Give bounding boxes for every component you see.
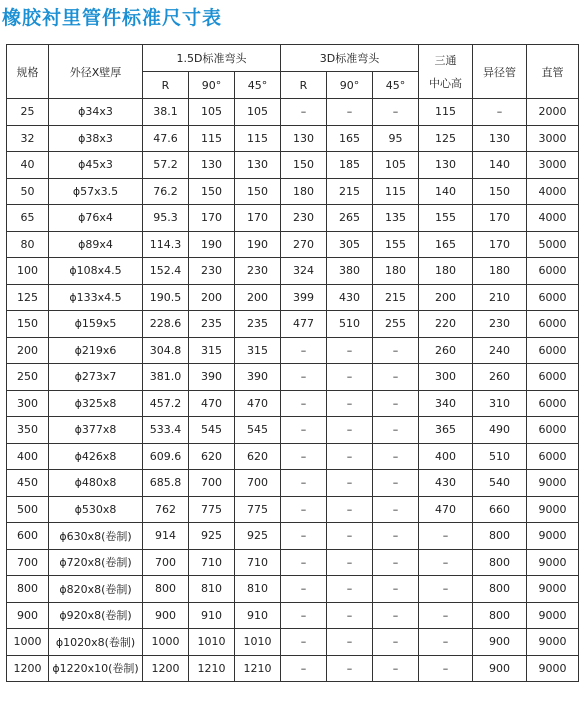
cell-r-3d: – — [281, 99, 327, 126]
table-row — [7, 655, 579, 682]
cell-90-3d: – — [327, 655, 373, 682]
cell-45-15d: 910 — [235, 602, 281, 629]
cell-spec: 32 — [7, 125, 49, 152]
cell-r-15d: 95.3 — [143, 205, 189, 232]
cell-90-3d: 305 — [327, 231, 373, 258]
cell-od: ϕ57x3.5 — [49, 178, 143, 205]
cell-90-3d: – — [327, 337, 373, 364]
cell-tee-height: 340 — [419, 390, 473, 417]
cell-45-3d: – — [373, 417, 419, 444]
table-row — [7, 443, 579, 470]
cell-tee-height: – — [419, 576, 473, 603]
cell-spec: 25 — [7, 99, 49, 126]
cell-90-15d: 200 — [189, 284, 235, 311]
cell-tee-height: 130 — [419, 152, 473, 179]
cell-45-15d: 230 — [235, 258, 281, 285]
cell-tee-height: 180 — [419, 258, 473, 285]
table-row — [7, 390, 579, 417]
cell-straight: 9000 — [527, 629, 579, 656]
cell-r-3d: – — [281, 549, 327, 576]
cell-r-3d: – — [281, 602, 327, 629]
cell-90-15d: 105 — [189, 99, 235, 126]
cell-tee-height: 300 — [419, 364, 473, 391]
cell-45-3d: – — [373, 602, 419, 629]
cell-od: ϕ1220x10(卷制) — [49, 655, 143, 682]
cell-90-15d: 130 — [189, 152, 235, 179]
cell-90-3d: – — [327, 629, 373, 656]
cell-reducer: 180 — [473, 258, 527, 285]
table-row — [7, 258, 579, 285]
cell-45-15d: 775 — [235, 496, 281, 523]
cell-r-3d: – — [281, 390, 327, 417]
cell-r-15d: 800 — [143, 576, 189, 603]
cell-45-15d: 235 — [235, 311, 281, 338]
cell-reducer: 900 — [473, 629, 527, 656]
cell-45-15d: 700 — [235, 470, 281, 497]
cell-45-15d: 620 — [235, 443, 281, 470]
cell-spec: 100 — [7, 258, 49, 285]
cell-r-3d: – — [281, 523, 327, 550]
cell-tee-height: 470 — [419, 496, 473, 523]
cell-reducer: 140 — [473, 152, 527, 179]
cell-straight: 6000 — [527, 443, 579, 470]
cell-tee-height: 140 — [419, 178, 473, 205]
cell-reducer: 490 — [473, 417, 527, 444]
cell-r-3d: – — [281, 470, 327, 497]
cell-90-3d: 430 — [327, 284, 373, 311]
cell-45-3d: 95 — [373, 125, 419, 152]
cell-45-15d: 115 — [235, 125, 281, 152]
table-row — [7, 125, 579, 152]
cell-spec: 700 — [7, 549, 49, 576]
cell-90-15d: 810 — [189, 576, 235, 603]
cell-90-3d: 265 — [327, 205, 373, 232]
cell-reducer: 800 — [473, 576, 527, 603]
cell-reducer: 170 — [473, 205, 527, 232]
cell-r-3d: 477 — [281, 311, 327, 338]
cell-od: ϕ133x4.5 — [49, 284, 143, 311]
cell-45-3d: 215 — [373, 284, 419, 311]
table-header — [7, 45, 579, 99]
cell-r-15d: 914 — [143, 523, 189, 550]
cell-r-3d: – — [281, 337, 327, 364]
cell-od: ϕ38x3 — [49, 125, 143, 152]
cell-spec: 1200 — [7, 655, 49, 682]
cell-spec: 250 — [7, 364, 49, 391]
header-tee-line1: 三通 — [434, 53, 457, 67]
cell-45-15d: 150 — [235, 178, 281, 205]
cell-reducer: 540 — [473, 470, 527, 497]
cell-tee-height: 125 — [419, 125, 473, 152]
cell-od: ϕ76x4 — [49, 205, 143, 232]
cell-r-3d: 324 — [281, 258, 327, 285]
table-row — [7, 99, 579, 126]
cell-spec: 200 — [7, 337, 49, 364]
cell-90-3d: – — [327, 417, 373, 444]
cell-r-3d: – — [281, 576, 327, 603]
cell-90-3d: – — [327, 99, 373, 126]
cell-45-3d: – — [373, 496, 419, 523]
cell-r-15d: 685.8 — [143, 470, 189, 497]
cell-spec: 50 — [7, 178, 49, 205]
cell-od: ϕ920x8(卷制) — [49, 602, 143, 629]
table-body — [7, 99, 579, 682]
cell-spec: 400 — [7, 443, 49, 470]
cell-od: ϕ325x8 — [49, 390, 143, 417]
cell-od: ϕ45x3 — [49, 152, 143, 179]
cell-90-3d: – — [327, 523, 373, 550]
cell-45-3d: – — [373, 337, 419, 364]
cell-90-3d: – — [327, 364, 373, 391]
header-sub-r-15d: R — [143, 72, 189, 99]
cell-90-15d: 1210 — [189, 655, 235, 682]
cell-90-15d: 390 — [189, 364, 235, 391]
table-row — [7, 602, 579, 629]
cell-90-3d: 510 — [327, 311, 373, 338]
header-spec: 规格 — [7, 45, 49, 99]
cell-tee-height: 400 — [419, 443, 473, 470]
cell-reducer: 260 — [473, 364, 527, 391]
header-sub-90-15d: 90° — [189, 72, 235, 99]
cell-r-15d: 57.2 — [143, 152, 189, 179]
cell-r-15d: 114.3 — [143, 231, 189, 258]
table-row — [7, 178, 579, 205]
cell-od: ϕ530x8 — [49, 496, 143, 523]
cell-straight: 9000 — [527, 523, 579, 550]
cell-spec: 600 — [7, 523, 49, 550]
cell-tee-height: – — [419, 655, 473, 682]
cell-tee-height: 430 — [419, 470, 473, 497]
cell-45-3d: – — [373, 576, 419, 603]
cell-reducer: 900 — [473, 655, 527, 682]
header-elbow-3d: 3D标准弯头 — [281, 45, 419, 72]
cell-r-15d: 700 — [143, 549, 189, 576]
cell-straight: 6000 — [527, 284, 579, 311]
cell-straight: 9000 — [527, 470, 579, 497]
cell-90-15d: 910 — [189, 602, 235, 629]
cell-r-3d: 180 — [281, 178, 327, 205]
cell-od: ϕ34x3 — [49, 99, 143, 126]
cell-spec: 80 — [7, 231, 49, 258]
cell-45-15d: 710 — [235, 549, 281, 576]
cell-90-3d: – — [327, 496, 373, 523]
cell-90-3d: – — [327, 470, 373, 497]
table-row — [7, 152, 579, 179]
table-row — [7, 231, 579, 258]
cell-od: ϕ108x4.5 — [49, 258, 143, 285]
cell-90-15d: 230 — [189, 258, 235, 285]
cell-r-3d: – — [281, 364, 327, 391]
cell-straight: 6000 — [527, 390, 579, 417]
cell-90-3d: – — [327, 549, 373, 576]
cell-tee-height: 155 — [419, 205, 473, 232]
header-elbow-1-5d: 1.5D标准弯头 — [143, 45, 281, 72]
cell-r-15d: 228.6 — [143, 311, 189, 338]
cell-90-3d: – — [327, 602, 373, 629]
cell-r-15d: 1200 — [143, 655, 189, 682]
cell-45-15d: 470 — [235, 390, 281, 417]
cell-90-3d: – — [327, 390, 373, 417]
cell-45-15d: 1010 — [235, 629, 281, 656]
cell-r-3d: – — [281, 496, 327, 523]
cell-90-3d: 215 — [327, 178, 373, 205]
cell-straight: 2000 — [527, 99, 579, 126]
cell-straight: 4000 — [527, 205, 579, 232]
cell-od: ϕ820x8(卷制) — [49, 576, 143, 603]
cell-45-15d: 1210 — [235, 655, 281, 682]
cell-spec: 800 — [7, 576, 49, 603]
cell-90-15d: 190 — [189, 231, 235, 258]
table-row — [7, 205, 579, 232]
cell-45-15d: 390 — [235, 364, 281, 391]
cell-reducer: 310 — [473, 390, 527, 417]
cell-spec: 40 — [7, 152, 49, 179]
cell-r-3d: 230 — [281, 205, 327, 232]
cell-reducer: 230 — [473, 311, 527, 338]
cell-45-3d: – — [373, 443, 419, 470]
cell-straight: 6000 — [527, 417, 579, 444]
cell-r-15d: 609.6 — [143, 443, 189, 470]
cell-45-3d: 115 — [373, 178, 419, 205]
header-sub-45-3d: 45° — [373, 72, 419, 99]
cell-45-15d: 130 — [235, 152, 281, 179]
cell-90-15d: 115 — [189, 125, 235, 152]
cell-45-3d: – — [373, 99, 419, 126]
cell-90-15d: 545 — [189, 417, 235, 444]
cell-straight: 3000 — [527, 152, 579, 179]
cell-45-3d: 180 — [373, 258, 419, 285]
cell-r-15d: 533.4 — [143, 417, 189, 444]
cell-90-15d: 710 — [189, 549, 235, 576]
cell-reducer: 170 — [473, 231, 527, 258]
cell-reducer: 240 — [473, 337, 527, 364]
header-tee — [419, 45, 473, 99]
cell-reducer: 150 — [473, 178, 527, 205]
table-row — [7, 337, 579, 364]
cell-r-3d: – — [281, 629, 327, 656]
cell-90-3d: 380 — [327, 258, 373, 285]
cell-90-15d: 470 — [189, 390, 235, 417]
cell-straight: 4000 — [527, 178, 579, 205]
cell-spec: 150 — [7, 311, 49, 338]
cell-straight: 9000 — [527, 549, 579, 576]
cell-45-15d: 315 — [235, 337, 281, 364]
cell-90-3d: – — [327, 443, 373, 470]
fittings-size-table — [6, 44, 579, 682]
table-row — [7, 523, 579, 550]
cell-r-15d: 304.8 — [143, 337, 189, 364]
cell-r-15d: 1000 — [143, 629, 189, 656]
cell-tee-height: – — [419, 523, 473, 550]
cell-45-15d: 105 — [235, 99, 281, 126]
cell-45-15d: 545 — [235, 417, 281, 444]
cell-r-3d: – — [281, 655, 327, 682]
cell-straight: 6000 — [527, 311, 579, 338]
cell-od: ϕ426x8 — [49, 443, 143, 470]
page-title: 橡胶衬里管件标准尺寸表 — [2, 7, 223, 29]
header-sub-45-15d: 45° — [235, 72, 281, 99]
cell-reducer: 800 — [473, 523, 527, 550]
cell-45-3d: 155 — [373, 231, 419, 258]
cell-45-3d: – — [373, 390, 419, 417]
cell-spec: 350 — [7, 417, 49, 444]
header-tee-line2: 中心高 — [429, 76, 462, 90]
cell-r-15d: 900 — [143, 602, 189, 629]
cell-90-15d: 775 — [189, 496, 235, 523]
cell-90-15d: 700 — [189, 470, 235, 497]
cell-straight: 6000 — [527, 258, 579, 285]
cell-tee-height: 220 — [419, 311, 473, 338]
cell-r-3d: 130 — [281, 125, 327, 152]
cell-45-3d: – — [373, 629, 419, 656]
cell-90-3d: – — [327, 576, 373, 603]
cell-tee-height: 365 — [419, 417, 473, 444]
cell-spec: 300 — [7, 390, 49, 417]
table-row — [7, 496, 579, 523]
table-row — [7, 311, 579, 338]
cell-tee-height: 115 — [419, 99, 473, 126]
cell-45-3d: – — [373, 549, 419, 576]
cell-straight: 9000 — [527, 602, 579, 629]
cell-reducer: 510 — [473, 443, 527, 470]
cell-tee-height: – — [419, 549, 473, 576]
cell-spec: 450 — [7, 470, 49, 497]
cell-45-15d: 810 — [235, 576, 281, 603]
cell-tee-height: – — [419, 629, 473, 656]
cell-reducer: 210 — [473, 284, 527, 311]
cell-r-15d: 152.4 — [143, 258, 189, 285]
table-row — [7, 629, 579, 656]
cell-od: ϕ630x8(卷制) — [49, 523, 143, 550]
cell-reducer: 800 — [473, 549, 527, 576]
table-row — [7, 364, 579, 391]
cell-reducer: 130 — [473, 125, 527, 152]
table-row — [7, 470, 579, 497]
cell-90-15d: 925 — [189, 523, 235, 550]
cell-spec: 900 — [7, 602, 49, 629]
cell-straight: 9000 — [527, 655, 579, 682]
cell-r-3d: – — [281, 443, 327, 470]
cell-r-3d: 270 — [281, 231, 327, 258]
cell-straight: 6000 — [527, 337, 579, 364]
cell-90-15d: 620 — [189, 443, 235, 470]
cell-straight: 3000 — [527, 125, 579, 152]
cell-90-15d: 315 — [189, 337, 235, 364]
cell-45-15d: 200 — [235, 284, 281, 311]
cell-45-3d: – — [373, 523, 419, 550]
cell-90-15d: 1010 — [189, 629, 235, 656]
cell-spec: 1000 — [7, 629, 49, 656]
cell-r-15d: 76.2 — [143, 178, 189, 205]
header-sub-r-3d: R — [281, 72, 327, 99]
cell-tee-height: 200 — [419, 284, 473, 311]
cell-45-3d: 105 — [373, 152, 419, 179]
cell-45-3d: – — [373, 470, 419, 497]
cell-reducer: 800 — [473, 602, 527, 629]
cell-45-3d: 135 — [373, 205, 419, 232]
cell-45-3d: – — [373, 364, 419, 391]
cell-r-15d: 457.2 — [143, 390, 189, 417]
cell-od: ϕ219x6 — [49, 337, 143, 364]
cell-90-15d: 235 — [189, 311, 235, 338]
cell-spec: 500 — [7, 496, 49, 523]
header-od: 外径X壁厚 — [49, 45, 143, 99]
table-row — [7, 549, 579, 576]
table-row — [7, 417, 579, 444]
header-straight: 直管 — [527, 45, 579, 99]
cell-90-15d: 170 — [189, 205, 235, 232]
cell-r-15d: 762 — [143, 496, 189, 523]
header-reducer: 异径管 — [473, 45, 527, 99]
cell-spec: 65 — [7, 205, 49, 232]
cell-r-15d: 381.0 — [143, 364, 189, 391]
cell-reducer: – — [473, 99, 527, 126]
cell-od: ϕ377x8 — [49, 417, 143, 444]
cell-straight: 9000 — [527, 576, 579, 603]
header-sub-90-3d: 90° — [327, 72, 373, 99]
cell-straight: 6000 — [527, 364, 579, 391]
cell-r-15d: 47.6 — [143, 125, 189, 152]
cell-tee-height: – — [419, 602, 473, 629]
cell-tee-height: 165 — [419, 231, 473, 258]
cell-45-3d: 255 — [373, 311, 419, 338]
cell-45-15d: 925 — [235, 523, 281, 550]
cell-od: ϕ273x7 — [49, 364, 143, 391]
cell-od: ϕ480x8 — [49, 470, 143, 497]
cell-straight: 9000 — [527, 496, 579, 523]
cell-reducer: 660 — [473, 496, 527, 523]
cell-r-15d: 38.1 — [143, 99, 189, 126]
cell-tee-height: 260 — [419, 337, 473, 364]
table-row — [7, 576, 579, 603]
cell-90-3d: 185 — [327, 152, 373, 179]
cell-spec: 125 — [7, 284, 49, 311]
cell-od: ϕ159x5 — [49, 311, 143, 338]
cell-straight: 5000 — [527, 231, 579, 258]
cell-90-15d: 150 — [189, 178, 235, 205]
cell-r-3d: 399 — [281, 284, 327, 311]
cell-45-15d: 170 — [235, 205, 281, 232]
cell-r-3d: 150 — [281, 152, 327, 179]
cell-od: ϕ1020x8(卷制) — [49, 629, 143, 656]
table-row — [7, 284, 579, 311]
cell-r-3d: – — [281, 417, 327, 444]
cell-90-3d: 165 — [327, 125, 373, 152]
cell-r-15d: 190.5 — [143, 284, 189, 311]
cell-45-3d: – — [373, 655, 419, 682]
cell-od: ϕ89x4 — [49, 231, 143, 258]
cell-od: ϕ720x8(卷制) — [49, 549, 143, 576]
cell-45-15d: 190 — [235, 231, 281, 258]
